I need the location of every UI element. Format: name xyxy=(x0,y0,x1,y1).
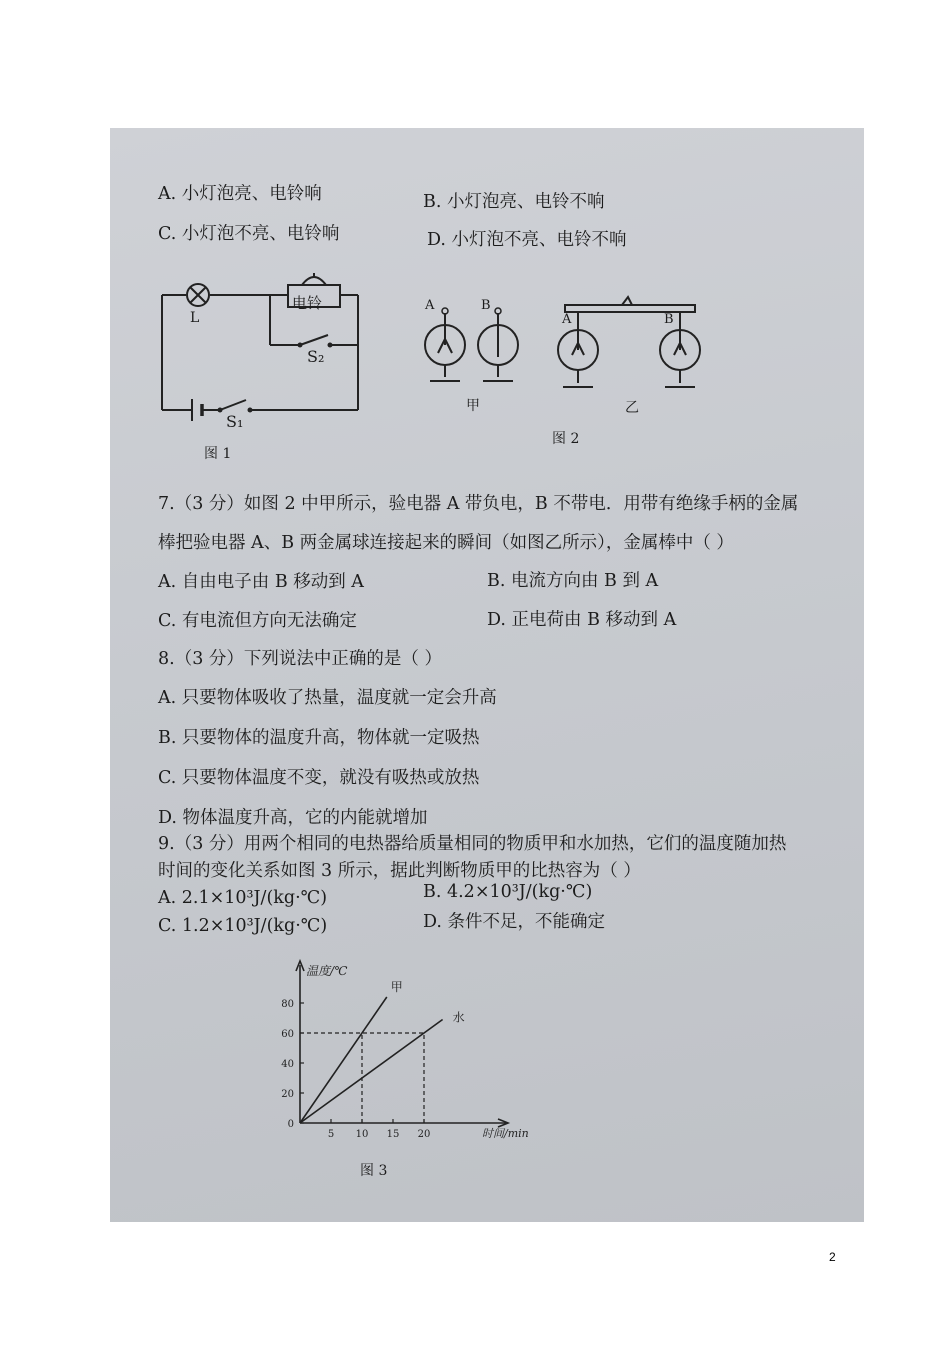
series-label-water: 水 xyxy=(452,1010,465,1025)
q7-option-c: C. 有电流但方向无法确定 xyxy=(158,611,357,631)
fig2-caption: 图 2 xyxy=(552,431,580,447)
fig1-s2-label: S₂ xyxy=(307,347,325,366)
q9-option-d: D. 条件不足，不能确定 xyxy=(423,912,606,932)
q9-stem-line2: 时间的变化关系如图 3 所示，据此判断物质甲的比热容为（ ） xyxy=(158,861,641,881)
fig1-lamp-label: L xyxy=(190,310,200,326)
y-tick-label: 0 xyxy=(287,1119,294,1130)
fig3-caption: 图 3 xyxy=(360,1163,388,1179)
y-tick-label: 60 xyxy=(281,1029,294,1040)
y-tick-label: 40 xyxy=(281,1059,294,1070)
figure-3-temperature-chart xyxy=(270,955,560,1145)
q9-option-b: B. 4.2×10³J/(kg·℃) xyxy=(423,882,593,902)
q6-option-c: C. 小灯泡不亮、电铃响 xyxy=(158,224,340,244)
q7-option-d: D. 正电荷由 B 移动到 A xyxy=(487,610,677,630)
figure-1-circuit xyxy=(150,265,370,465)
series-line-jia xyxy=(300,997,387,1123)
y-tick-label: 80 xyxy=(281,999,294,1010)
q7-option-a: A. 自由电子由 B 移动到 A xyxy=(158,572,364,592)
fig2-jia-label: 甲 xyxy=(466,398,480,414)
q8-option-a: A. 只要物体吸收了热量，温度就一定会升高 xyxy=(158,688,497,708)
q6-option-b: B. 小灯泡亮、电铃不响 xyxy=(423,192,605,212)
q7-option-b: B. 电流方向由 B 到 A xyxy=(487,571,659,591)
q9-option-a: A. 2.1×10³J/(kg·℃) xyxy=(158,888,328,908)
x-tick-label: 5 xyxy=(327,1129,335,1140)
page-number: 2 xyxy=(829,1250,836,1264)
q7-stem-line2: 棒把验电器 A、B 两金属球连接起来的瞬间（如图乙所示），金属棒中（ ） xyxy=(158,533,734,553)
q9-option-c: C. 1.2×10³J/(kg·℃) xyxy=(158,916,328,936)
y-axis-label: 温度/℃ xyxy=(306,964,348,978)
q6-option-d: D. 小灯泡不亮、电铃不响 xyxy=(427,230,627,250)
x-tick-label: 10 xyxy=(355,1129,369,1140)
fig1-bell-label: 电铃 xyxy=(292,294,323,312)
q8-option-b: B. 只要物体的温度升高，物体就一定吸热 xyxy=(158,728,480,748)
x-axis-label: 时间/min xyxy=(482,1127,529,1140)
lamp-icon xyxy=(187,284,209,306)
fig2-a2-label: A xyxy=(562,312,572,327)
y-tick-label: 20 xyxy=(281,1089,294,1100)
q9-stem-line1: 9.（3 分）用两个相同的电热器给质量相同的物质甲和水加热，它们的温度随加热 xyxy=(158,834,787,854)
fig2-b-label: B xyxy=(481,298,491,313)
q8-stem: 8.（3 分）下列说法中正确的是（ ） xyxy=(158,649,442,669)
x-tick-label: 15 xyxy=(386,1129,400,1140)
q7-stem-line1: 7.（3 分）如图 2 中甲所示，验电器 A 带负电，B 不带电．用带有绝缘手柄的金属 xyxy=(158,494,799,514)
q8-option-d: D. 物体温度升高，它的内能就增加 xyxy=(158,808,428,828)
fig2-a-label: A xyxy=(425,298,435,313)
q6-option-a: A. 小灯泡亮、电铃响 xyxy=(158,184,322,204)
x-tick-label: 20 xyxy=(417,1129,431,1140)
fig2-yi-label: 乙 xyxy=(625,400,639,416)
battery-icon xyxy=(192,399,202,421)
fig1-caption: 图 1 xyxy=(204,446,232,462)
fig2-b2-label: B xyxy=(664,312,674,327)
series-line-water xyxy=(300,1020,443,1124)
fig1-s1-label: S₁ xyxy=(226,412,244,431)
series-label-jia: 甲 xyxy=(390,980,403,994)
q8-option-c: C. 只要物体温度不变，就没有吸热或放热 xyxy=(158,768,480,788)
